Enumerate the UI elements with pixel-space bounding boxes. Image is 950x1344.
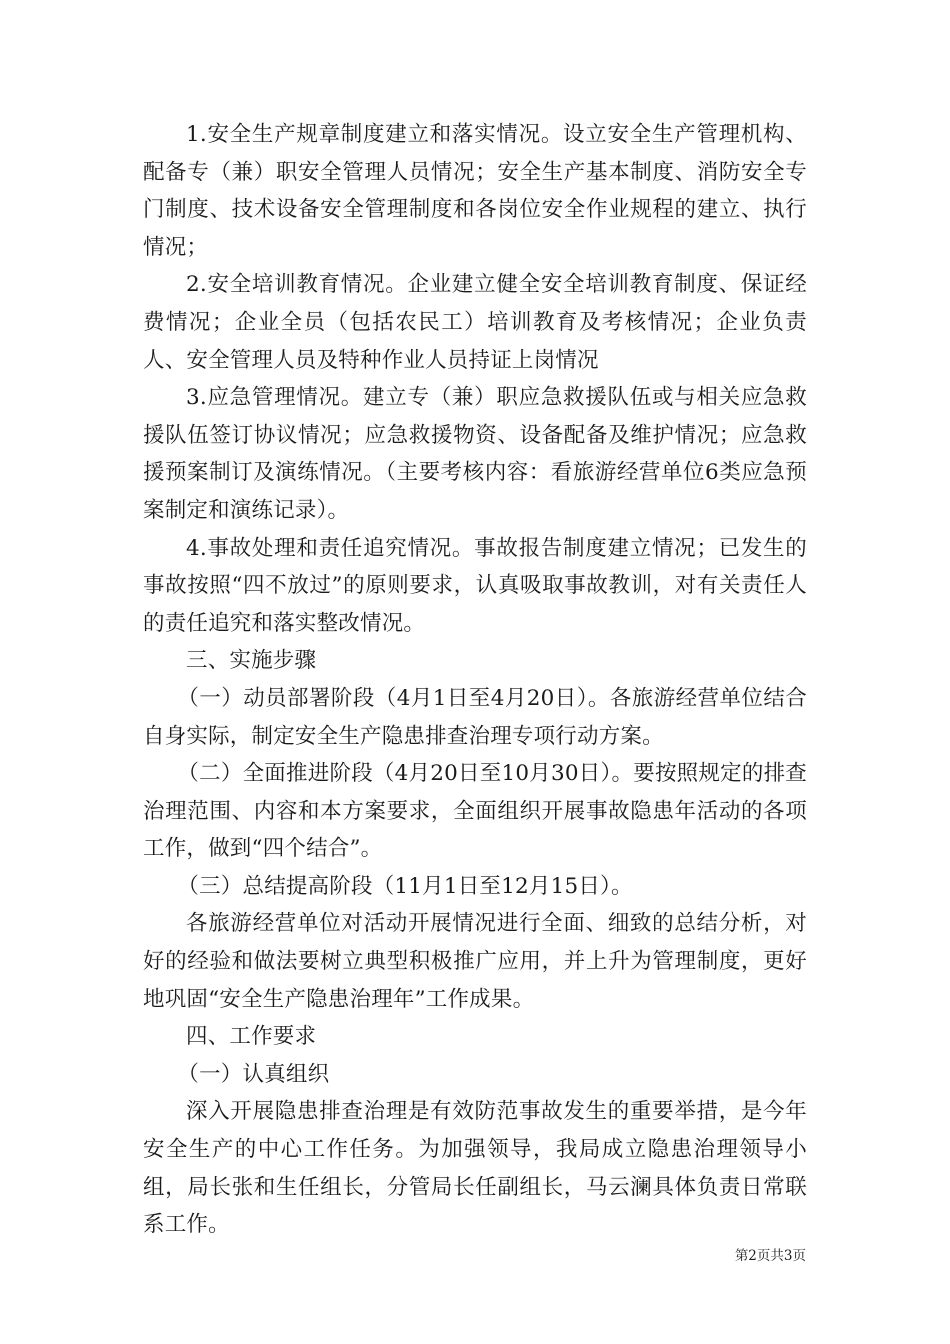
subheading-organize: （一）认真组织 bbox=[177, 1061, 330, 1087]
paragraph-leadership-group: 深入开展隐患排查治理是有效防范事故发生的重要举措，是今年安全生产的中心工作任务。为加强领导，我局成立隐患治理领导小组，局长张和生任组长，分管局长任副组长，马云澜具体负责日常联系工作。 bbox=[143, 1099, 807, 1238]
paragraph-rules-implementation: 1.安全生产规章制度建立和落实情况。设立安全生产管理机构、配备专（兼）职安全管理人员情况；安全生产基本制度、消防安全专门制度、技术设备安全管理制度和各岗位安全作业规程的建立、执行情况； bbox=[143, 122, 807, 260]
section-heading-implementation-steps: 三、实施步骤 bbox=[186, 648, 317, 674]
document-body bbox=[143, 116, 807, 1244]
paragraph-emergency-management: 3.应急管理情况。建立专（兼）职应急救援队伍或与相关应急救援队伍签订协议情况；应急救援物资、设备配备及维护情况；应急救援预案制订及演练情况。（主要考核内容：看旅游经营单位6类应急预案制定和演练记录）。 bbox=[143, 385, 807, 523]
paragraph-stage-summary: （三）总结提高阶段（11月1日至12月15日）。 bbox=[177, 873, 633, 899]
paragraph-accident-handling: 4.事故处理和责任追究情况。事故报告制度建立情况；已发生的事故按照“四不放过”的原则要求，认真吸取事故教训，对有关责任人的责任追究和落实整改情况。 bbox=[143, 535, 807, 636]
paragraph-stage-mobilization: （一）动员部署阶段（4月1日至4月20日）。各旅游经营单位结合自身实际，制定安全生产隐患排查治理专项行动方案。 bbox=[143, 685, 807, 749]
page-number-footer: 第2页共3页 bbox=[734, 1248, 806, 1264]
paragraph-safety-training: 2.安全培训教育情况。企业建立健全安全培训教育制度、保证经费情况；企业全员（包括农民工）培训教育及考核情况；企业负责人、安全管理人员及特种作业人员持证上岗情况 bbox=[143, 272, 807, 373]
section-heading-work-requirements: 四、工作要求 bbox=[186, 1024, 317, 1050]
paragraph-summary-analysis: 各旅游经营单位对活动开展情况进行全面、细致的总结分析，对好的经验和做法要树立典型积极推广应用，并上升为管理制度，更好地巩固“安全生产隐患治理年”工作成果。 bbox=[143, 911, 807, 1012]
paragraph-stage-advancement: （二）全面推进阶段（4月20日至10月30日）。要按照规定的排查治理范围、内容和本方案要求，全面组织开展事故隐患年活动的各项工作，做到“四个结合”。 bbox=[143, 761, 807, 862]
